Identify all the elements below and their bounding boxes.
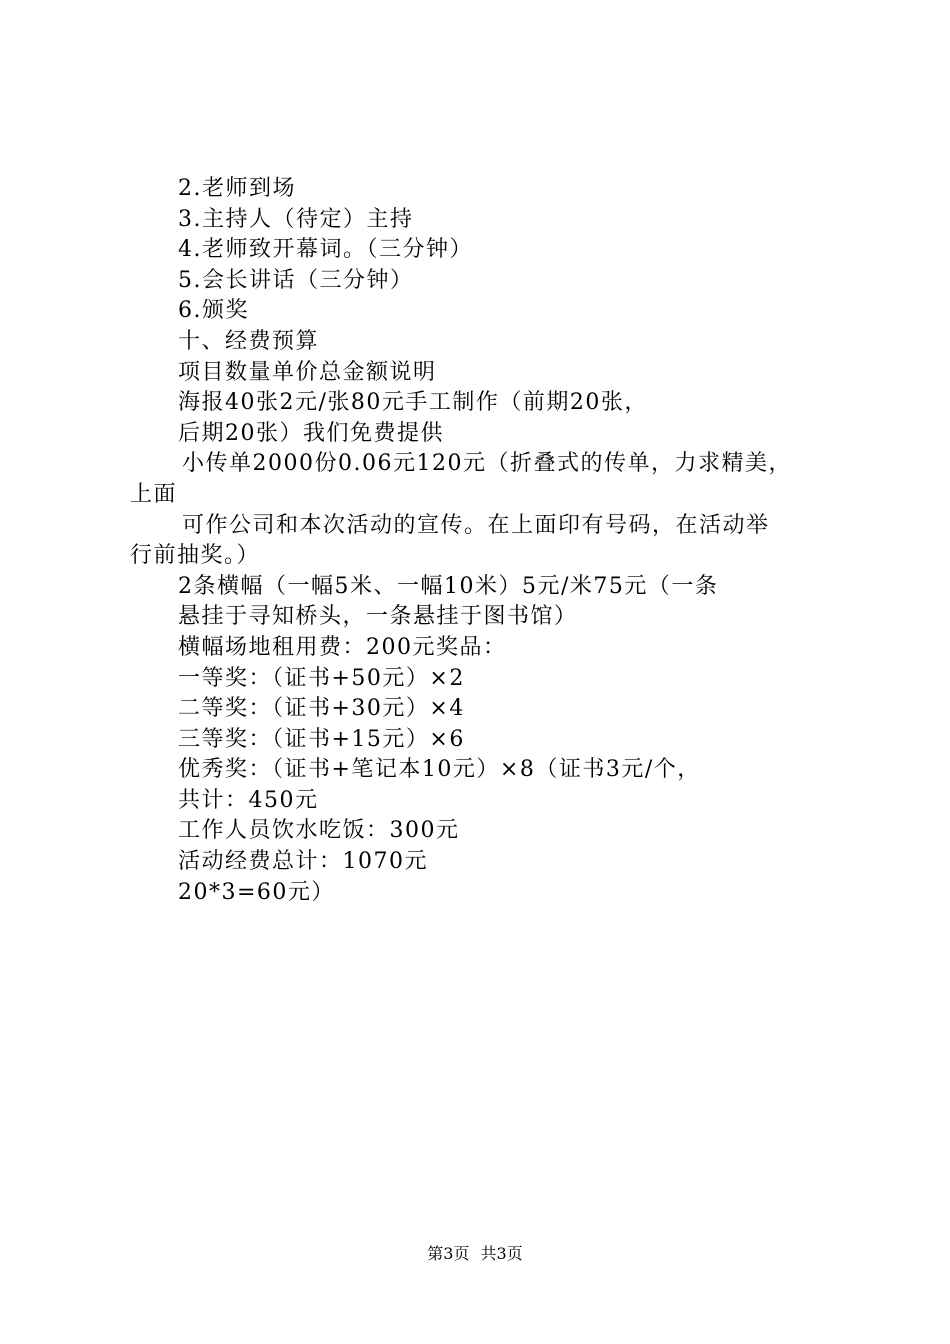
text-line: 6.颁奖 [178,298,249,324]
document-body [0,174,950,908]
text-line: 二等奖：（证书+30元）×4 [178,696,465,722]
page-number: 第3页 [427,1244,470,1263]
text-line: 20*3=60元） [178,879,335,905]
text-line: 2条横幅（一幅5米、一幅10米）5元/米75元（一条 [178,573,719,599]
text-line: 优秀奖：（证书+笔记本10元）×8（证书3元/个， [178,757,701,783]
text-line: 4.老师致开幕词。（三分钟） [178,237,473,263]
text-line: 活动经费总计：1070元 [178,849,428,875]
page-footer [0,1242,950,1266]
text-line: 小传单2000份0.06元120元（折叠式的传单，力求精美， [182,451,792,477]
text-line: 行前抽奖。） [130,543,261,569]
text-line: 海报40张2元/张80元手工制作（前期20张， [178,390,648,416]
text-line: 可作公司和本次活动的宣传。在上面印有号码，在活动举 [182,512,770,538]
text-line: 2.老师到场 [178,176,296,201]
text-line: 工作人员饮水吃饭：300元 [178,818,460,844]
text-line: 三等奖：（证书+15元）×6 [178,726,465,752]
text-line: 悬挂于寻知桥头，一条悬挂于图书馆） [178,604,578,630]
text-line: 横幅场地租用费：200元奖品： [178,634,507,660]
text-line: 共计：450元 [178,787,319,813]
text-line: 5.会长讲话（三分钟） [178,267,414,293]
text-line: 后期20张）我们免费提供 [178,420,444,446]
text-line: 3.主持人（待定）主持 [178,206,414,232]
text-line: 一等奖：（证书+50元）×2 [178,665,465,691]
text-line: 项目数量单价总金额说明 [178,359,437,385]
text-line: 上面 [130,481,178,507]
page-total: 共3页 [480,1244,523,1263]
section-heading: 十、经费预算 [178,328,320,354]
